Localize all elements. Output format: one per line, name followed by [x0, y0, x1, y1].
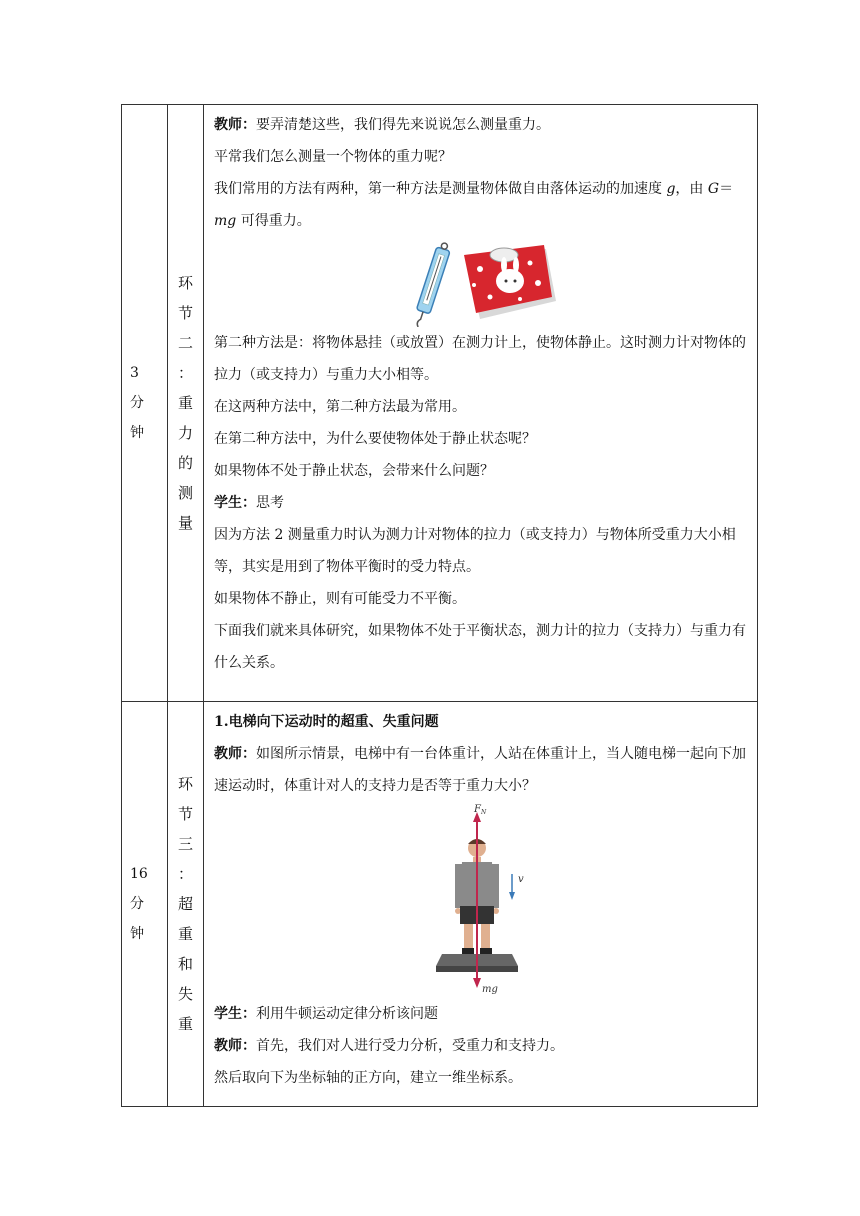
section-cell [168, 105, 204, 702]
speaker-label: 教师： [214, 117, 256, 133]
section-char: 重 [177, 925, 193, 943]
time-cell [122, 702, 168, 1107]
spring-scale-and-bathroom-scale-illustration [402, 237, 562, 327]
lesson-plan-table [121, 104, 758, 1107]
math-symbol: mg [214, 213, 237, 229]
paragraph-text: 要弄清楚这些，我们得先来说说怎么测量重力。 [256, 117, 550, 133]
section-char: 量 [177, 514, 193, 532]
table-row [122, 105, 758, 702]
section-char: 力 [177, 424, 193, 442]
section-char: ： [177, 364, 193, 382]
section-char: 测 [177, 484, 193, 502]
time-text: 分 [130, 395, 144, 411]
paragraph: 然后取向下为坐标轴的正方向，建立一维坐标系。 [214, 1070, 522, 1086]
time-text: 钟 [130, 926, 144, 942]
fn-label [473, 804, 487, 816]
content-cell [204, 105, 758, 702]
force-diagram [214, 802, 749, 998]
section-char: 二 [177, 334, 193, 352]
scale-images [214, 237, 749, 327]
paragraph [214, 487, 749, 519]
paragraph: 平常我们怎么测量一个物体的重力呢？ [214, 149, 452, 165]
section-char: 重 [177, 394, 193, 412]
math-symbol: g [666, 181, 676, 197]
paragraph: 第二种方法是：将物体悬挂（或放置）在测力计上，使物体静止。这时测力计对物体的拉力（或支持力）与重力大小相等。 [214, 335, 746, 383]
paragraph: 在这两种方法中，第二种方法最为常用。 [214, 399, 466, 415]
paragraph-text: 可得重力。 [236, 213, 311, 229]
paragraph [214, 1030, 749, 1062]
speaker-label: 教师： [214, 746, 256, 762]
table-row [122, 702, 758, 1107]
paragraph-text: 利用牛顿运动定律分析该问题 [256, 1006, 438, 1022]
paragraph [214, 998, 749, 1030]
section-char: 失 [177, 985, 193, 1003]
speaker-label: 教师： [214, 1038, 256, 1054]
speaker-label: 学生： [214, 495, 256, 511]
time-text: 16 [130, 866, 148, 882]
time-text: 钟 [130, 425, 144, 441]
paragraph: 在第二种方法中，为什么要使物体处于静止状态呢？ [214, 431, 536, 447]
paragraph-text: ，由 [675, 181, 708, 197]
section-char: 环 [177, 775, 193, 793]
section-char: 重 [177, 1015, 193, 1033]
time-text: 分 [130, 896, 144, 912]
paragraph [214, 173, 749, 237]
section-char: 节 [177, 805, 193, 823]
section-char: 三 [177, 835, 193, 853]
paragraph: 下面我们就来具体研究，如果物体不处于平衡状态，测力计的拉力（支持力）与重力有什么关系。 [214, 623, 746, 671]
velocity-label: v [517, 874, 524, 885]
section-char: 的 [177, 454, 193, 472]
paragraph [214, 109, 749, 141]
fn-symbol: F [473, 804, 481, 815]
content-cell [204, 702, 758, 1107]
fn-subscript: N [480, 809, 486, 816]
person-on-scale-force-diagram [422, 802, 542, 998]
section-char: 和 [177, 955, 193, 973]
section-char: 节 [177, 304, 193, 322]
math-symbol: G [707, 181, 720, 197]
paragraph-text: ＝ [719, 181, 734, 197]
section-heading: 1.电梯向下运动时的超重、失重问题 [214, 714, 439, 730]
section-char: 超 [177, 895, 193, 913]
paragraph: 因为方法 2 测量重力时认为测力计对物体的拉力（或支持力）与物体所受重力大小相等，其实是用到了物体平衡时的受力特点。 [214, 527, 736, 575]
paragraph [214, 738, 749, 802]
paragraph: 如果物体不静止，则有可能受力不平衡。 [214, 591, 466, 607]
speaker-label: 学生： [214, 1006, 256, 1022]
time-text: 3 [130, 365, 139, 381]
paragraph: 如果物体不处于静止状态，会带来什么问题？ [214, 463, 494, 479]
paragraph-text: 思考 [256, 495, 284, 511]
section-char: ： [177, 865, 193, 883]
paragraph-text: 我们常用的方法有两种，第一种方法是测量物体做自由落体运动的加速度 [214, 181, 667, 197]
paragraph-text: 首先，我们对人进行受力分析，受重力和支持力。 [256, 1038, 564, 1054]
paragraph-text: 如图所示情景，电梯中有一台体重计，人站在体重计上，当人随电梯一起向下加速运动时，体重计对人的支持力是否等于重力大小？ [214, 746, 746, 794]
weight-label: mg [481, 984, 498, 995]
section-cell [168, 702, 204, 1107]
section-char: 环 [177, 274, 193, 292]
time-cell [122, 105, 168, 702]
